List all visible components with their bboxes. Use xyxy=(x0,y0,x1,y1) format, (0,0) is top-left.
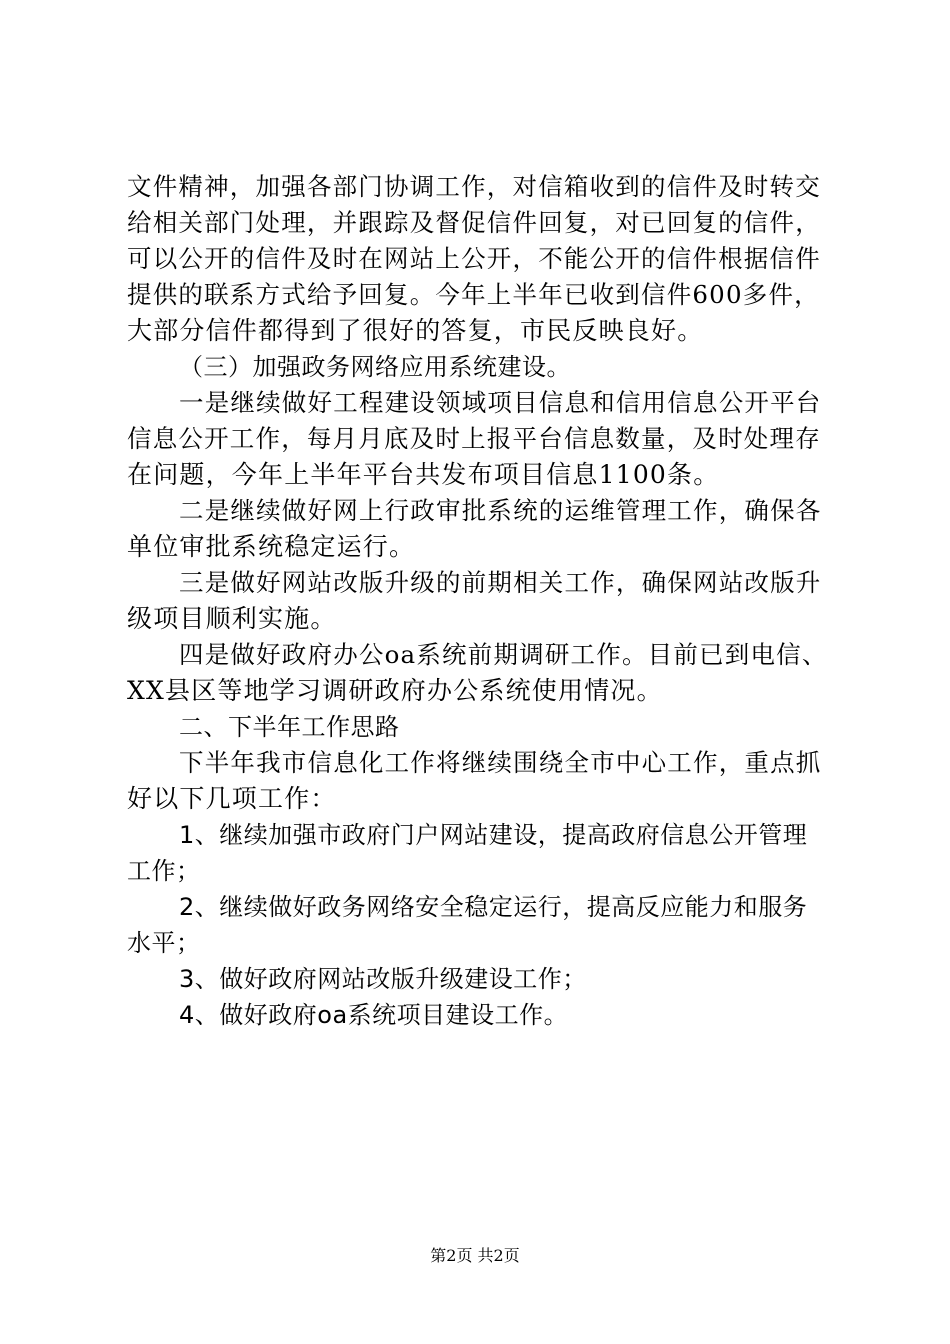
plan-item-3: 3、做好政府网站改版升级建设工作； xyxy=(179,965,587,993)
paragraph-item-1-start: 一是继续做好工程建设领域项目信息和信用信息公开平台 xyxy=(179,388,822,417)
body-text-line: 在问题，今年上半年平台共发布项目信息1100条。 xyxy=(127,460,720,489)
paragraph-item-3-start: 三是做好网站改版升级的前期相关工作，确保网站改版升 xyxy=(179,568,822,597)
plan-item-1-continued: 工作； xyxy=(127,857,201,885)
body-text-line: 信息公开工作，每月月底及时上报平台信息数量，及时处理存 xyxy=(127,424,821,453)
page-number-footer: 第2页 共2页 xyxy=(430,1246,520,1265)
body-text-line: 文件精神，加强各部门协调工作，对信箱收到的信件及时转交 xyxy=(127,172,821,201)
paragraph-item-2-start: 二是继续做好网上行政审批系统的运维管理工作，确保各 xyxy=(179,496,822,525)
body-text-line: 级项目顺利实施。 xyxy=(127,604,337,633)
section-heading-3: （三）加强政务网络应用系统建设。 xyxy=(179,353,571,381)
body-text-line: 可以公开的信件及时在网站上公开，不能公开的信件根据信件 xyxy=(127,244,821,273)
body-text-line: 提供的联系方式给予回复。今年上半年已收到信件600多件， xyxy=(127,280,820,309)
plan-item-4: 4、做好政府oa系统项目建设工作。 xyxy=(179,1001,569,1029)
plan-item-2: 2、继续做好政务网络安全稳定运行，提高反应能力和服务 xyxy=(179,893,808,921)
body-text-line: XX县区等地学习调研政府办公系统使用情况。 xyxy=(127,676,663,705)
paragraph-intro-start: 下半年我市信息化工作将继续围绕全市中心工作，重点抓 xyxy=(179,748,822,777)
paragraph-item-4-start: 四是做好政府办公oa系统前期调研工作。目前已到电信、 xyxy=(179,640,828,669)
plan-item-2-continued: 水平； xyxy=(127,929,201,957)
document-body xyxy=(127,169,832,1033)
plan-item-1: 1、继续加强市政府门户网站建设，提高政府信息公开管理 xyxy=(179,821,808,849)
body-text-line: 大部分信件都得到了很好的答复，市民反映良好。 xyxy=(127,316,704,345)
body-text-line: 好以下几项工作： xyxy=(127,784,337,813)
section-heading-2: 二、下半年工作思路 xyxy=(179,713,400,741)
body-text-line: 单位审批系统稳定运行。 xyxy=(127,532,416,561)
body-text-line: 给相关部门处理，并跟踪及督促信件回复，对已回复的信件， xyxy=(127,208,821,237)
